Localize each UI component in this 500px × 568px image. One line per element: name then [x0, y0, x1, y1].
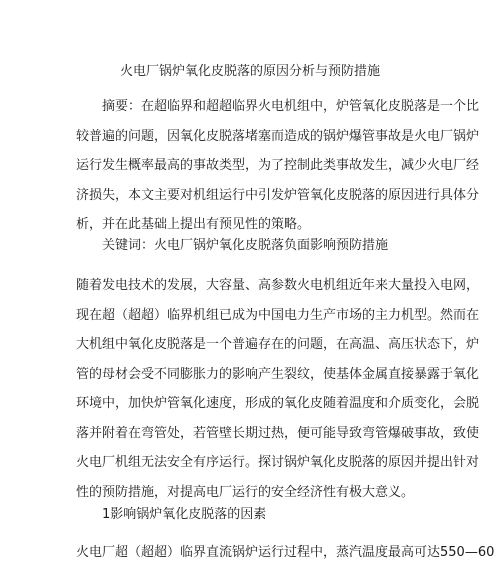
body-line: 现在超（超超）临界机组已成为中国电力生产市场的主力机型。然而在: [76, 307, 480, 323]
document-title: 火电厂锅炉氧化皮脱落的原因分析与预防措施: [119, 64, 380, 79]
body-line: 大机组中氧化皮脱落是一个普遍存在的问题，在高温、高压状态下，炉: [76, 337, 480, 352]
body-line: 落并附着在弯管处，若管壁长期过热，便可能导致弯管爆破事故，致使: [76, 425, 480, 441]
body-line: 火电厂超（超超）临界直流锅炉运行过程中，蒸汽温度最高可达550—60: [76, 545, 495, 560]
abstract-line: 济损失，本文主要对机组运行中引发炉管氧化皮脱落的原因进行具体分: [76, 187, 480, 203]
body-line: 随着发电技术的发展，大容量、高参数火电机组近年来大量投入电网，: [76, 278, 480, 293]
section-paragraph: [76, 538, 495, 568]
body-line: 管的母材会受不同膨胀力的影响产生裂纹，使基体金属直接暴露于氧化: [76, 366, 480, 382]
body-line: 火电厂机组无法安全有序运行。探讨锅炉氧化皮脱落的原因并提出针对: [76, 455, 480, 470]
abstract-line: 较普遍的问题，因氧化皮脱落堵塞而造成的锅炉爆管事故是火电厂锅炉: [76, 128, 480, 144]
abstract-line: 运行发生概率最高的事故类型，为了控制此类事故发生，减少火电厂经: [76, 158, 480, 173]
abstract-line: 析，并在此基础上提出有预见性的策略。: [76, 217, 311, 232]
abstract-paragraph: [76, 92, 480, 240]
intro-paragraph: [76, 271, 480, 507]
body-line: 性的预防措施，对提高电厂运行的安全经济性有极大意义。: [76, 484, 415, 500]
keywords-paragraph: [76, 231, 436, 261]
section-heading-paragraph: [76, 500, 436, 530]
body-line: 环境中，加快炉管氧化速度，形成的氧化皮随着温度和介质变化，会脱: [76, 396, 480, 411]
section-heading: 1影响锅炉氧化皮脱落的因素: [102, 507, 267, 522]
abstract-line: 摘要：在超临界和超超临界火电机组中，炉管氧化皮脱落是一个比: [102, 99, 480, 114]
keywords-line: 关键词：火电厂锅炉氧化皮脱落负面影响预防措施: [102, 238, 389, 253]
